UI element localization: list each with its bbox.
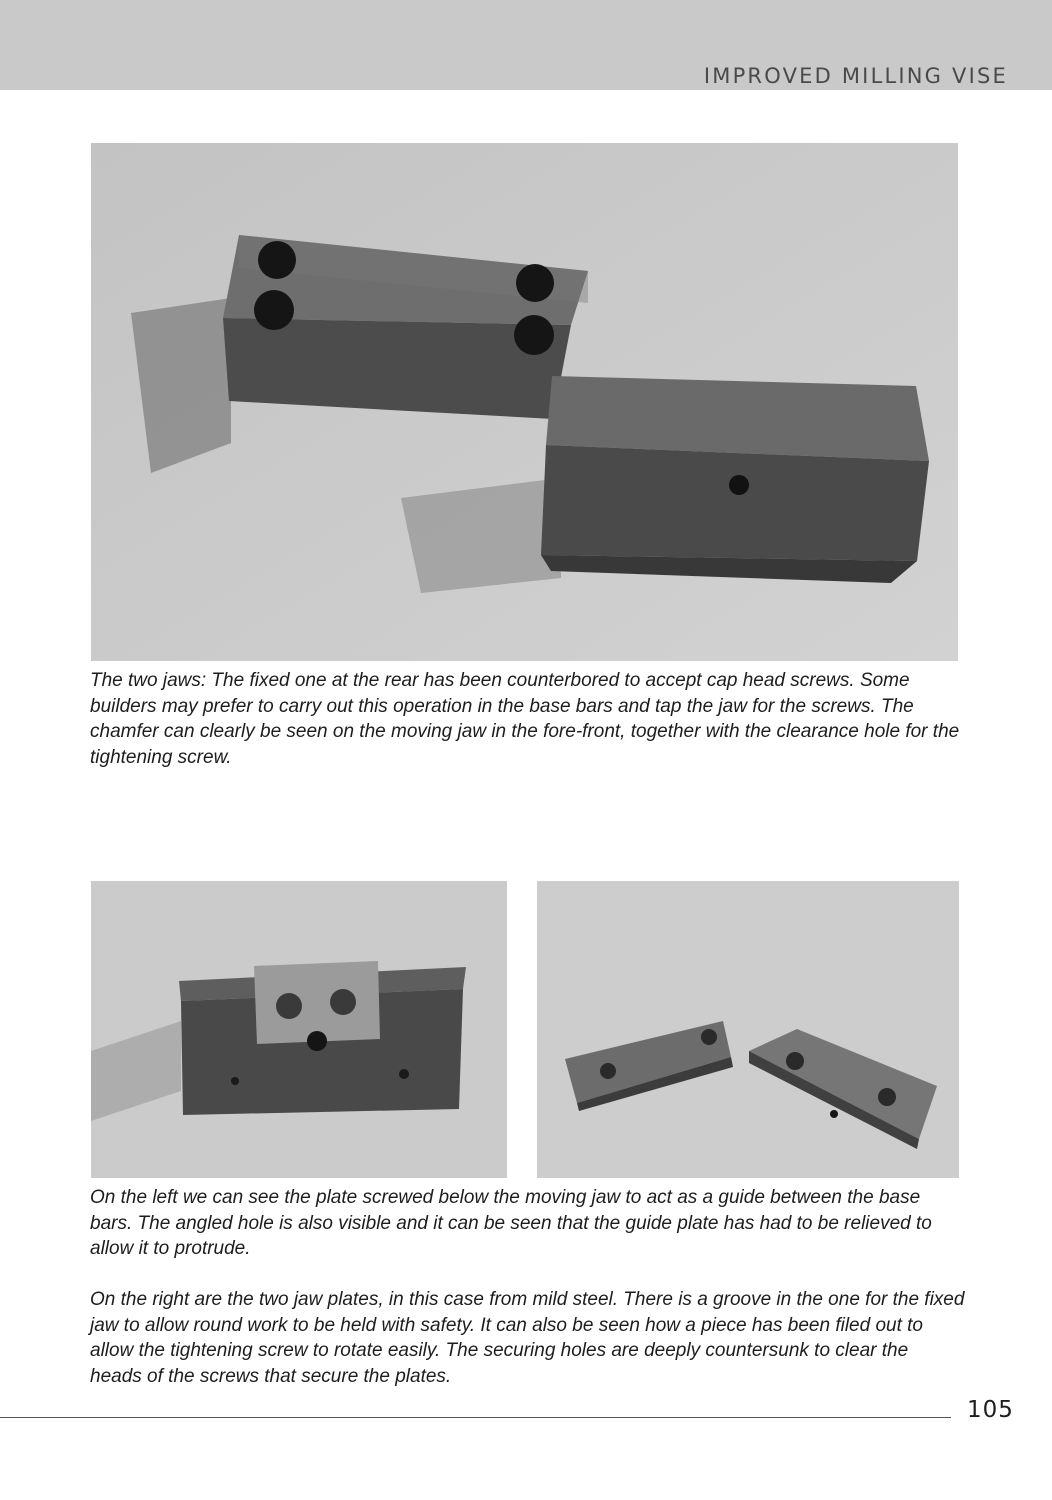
footer-rule: [0, 1417, 951, 1418]
two-jaws-photo: [91, 143, 958, 661]
top-photo-caption: The two jaws: The fixed one at the rear has been counterbored to accept cap head screws. Some builders may prefer to carry out this operation in the base bars and tap the jaw for the screws. The chamfer can clearly be seen on the moving jaw in the fore-front, together with the clearance hole for the tightening screw.: [90, 670, 960, 768]
moving-jaw-guide-plate-photo: [91, 881, 507, 1178]
bottom-left-caption: On the left we can see the plate screwed below the moving jaw to act as a guide between the base bars. The angled hole is also visible and it can be seen that the guide plate has had to be relieved to allow it to protrude.: [90, 1187, 932, 1259]
jaw-plates-photo: [537, 881, 959, 1178]
page-number: 105: [967, 1397, 1014, 1423]
bottom-right-caption: On the right are the two jaw plates, in this case from mild steel. There is a groove in the one for the fixed jaw to allow round work to be held with safety. It can also be seen how a piece has been filed out to allow the tightening screw to rotate easily. The securing holes are deeply countersunk to clear the heads of the screws that secure the plates.: [90, 1289, 965, 1387]
running-head: IMPROVED MILLING VISE: [703, 64, 1008, 88]
